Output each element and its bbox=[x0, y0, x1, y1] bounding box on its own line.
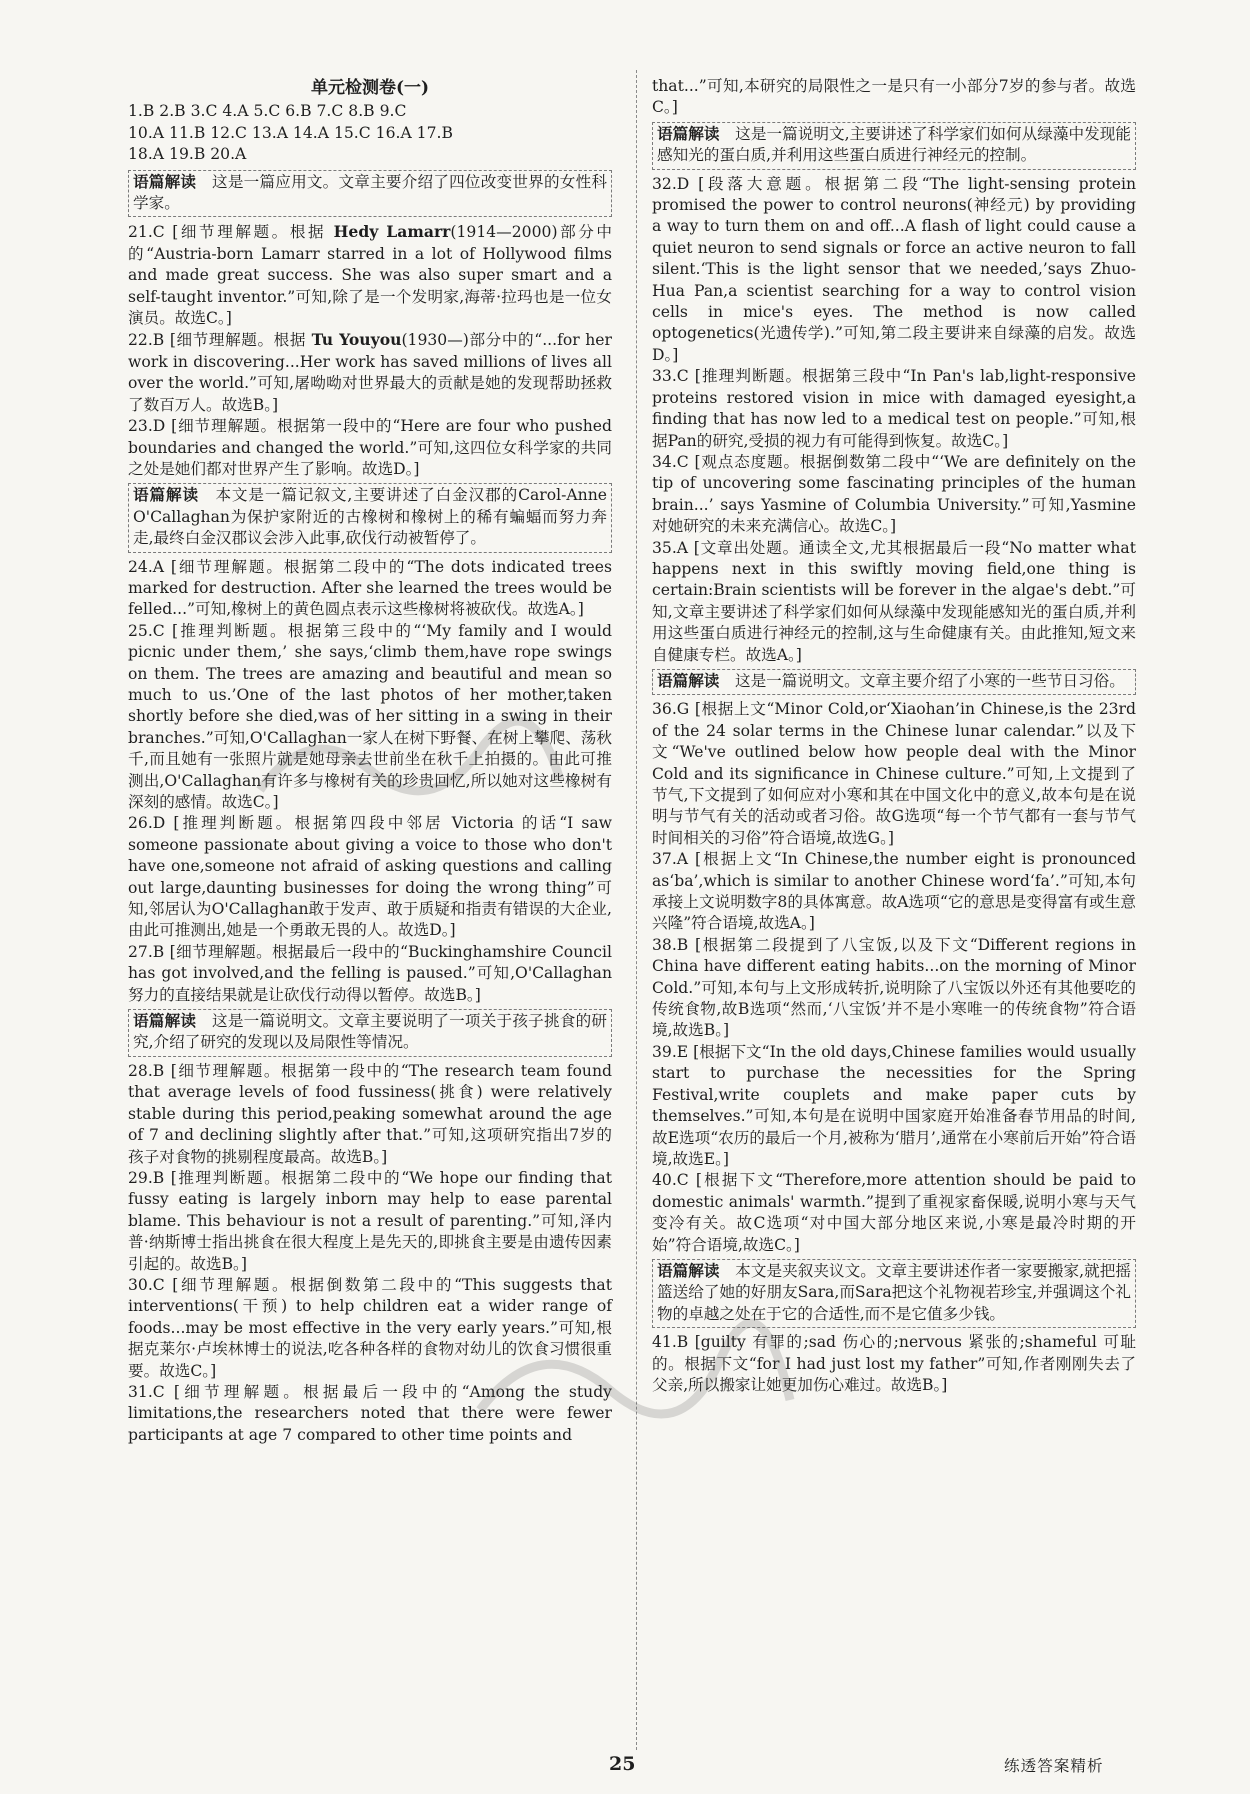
explanation-text: (1914—2000)部分中的“Austria-born Lamarr starred in a lot of Hollywood films and made great success. She was also super smart and a self-taught inventor.”可知,除了是一个发明家,海蒂·拉玛也是一位女演员。故选C。] bbox=[128, 223, 612, 328]
answer-explanation-37: 37.A [根据上文“In Chinese,the number eight is pronounced as‘ba’,which is similar to another Chinese word‘fa’.”可知,本句承接上文说明数字8的具体寓意。故A选项“它的意思是变得富有或生意兴隆”符合语境,故选A。] bbox=[652, 850, 1136, 933]
answer-key bbox=[128, 101, 612, 165]
passage-analysis-box bbox=[128, 483, 612, 552]
passage-analysis-text: 这是一篇说明文,主要讲述了科学家们如何从绿藻中发现能感知光的蛋白质,并利用这些蛋白质进行神经元的控制。 bbox=[657, 124, 1131, 165]
passage-analysis-label: 语篇解读 bbox=[133, 1012, 197, 1031]
passage-analysis-box bbox=[652, 669, 1136, 695]
passage-analysis-box bbox=[128, 170, 612, 218]
answer-explanation-22 bbox=[128, 329, 612, 416]
answer-explanation-25: 25.C [推理判断题。根据第三段中的“‘My family and I would picnic under them,’ she says,‘climb them,have rope swings on them. The trees are amazing and beautiful and mean so much to us.’One of the last photos of her mother,taken shortly before she died,was of her sitting in a swing in their branches.”可知,O'Callaghan一家人在树下野餐、在树上攀爬、荡秋千,而且她有一张照片就是她母亲去世前坐在秋千上拍摄的。由此可推测出,O'Callaghan有许多与橡树有关的珍贵回忆,所以她对这些橡树有深刻的感情。故选C。] bbox=[128, 621, 612, 811]
bold-heading: Hedy Lamarr bbox=[333, 222, 451, 242]
answer-explanation-23: 23.D [细节理解题。根据第一段中的“Here are four who pushed boundaries and changed the world.”可知,这四位女科学家的共同之处是她们都对世界产生了影响。故选D。] bbox=[128, 417, 612, 478]
answer-explanation-26: 26.D [推理判断题。根据第四段中邻居 Victoria 的话“I saw someone passionate about giving a voice to those who don't have one,someone not afraid of asking questions and calling out large,daunting businesses for doing the wrong thing”可知,邻居认为O'Callaghan敢于发声、敢于质疑和指责有错误的大企业,由此可推测出,她是一个勇敢无畏的人。故选D。] bbox=[128, 814, 612, 940]
answer-explanation-34: 34.C [观点态度题。根据倒数第二段中“‘We are definitely on the tip of uncovering some fascinating principles of the human brain...’ says Yasmine of Columbia University.”可知,Yasmine对她研究的未来充满信心。故选C。] bbox=[652, 452, 1136, 536]
answer-explanation-36: 36.G [根据上文“Minor Cold,or‘Xiaohan’in Chinese,is the 23rd of the 24 solar terms in the Chinese lunar calendar.”以及下文“We've outlined below how people deal with the Minor Cold and its significance in Chinese culture.”可知,上文提到了节气,下文提到了如何应对小寒和其在中国文化中的意义,故本句是在说明与节气有关的活动或者习俗。故G选项“每一个节气都有一套与节气时间相关的习俗”符合语境,故选G。] bbox=[652, 700, 1136, 847]
passage-analysis-text: 本文是一篇记叙文,主要讲述了白金汉郡的Carol-Anne O'Callaghan为保护家附近的古橡树和橡树上的稀有蝙蝠而努力奔走,最终白金汉郡议会涉入此事,砍伐行动被暂停了。 bbox=[133, 486, 607, 548]
answer-explanation-33: 33.C [推理判断题。根据第三段中“In Pan's lab,light-responsive proteins restored vision in mice with damaged eyesight,a finding that has now led to a medical test on people.”可知,根据Pan的研究,受损的视力有可能得到恢复。故选C。] bbox=[652, 367, 1136, 450]
answer-explanation-30: 30.C [细节理解题。根据倒数第二段中的“This suggests that interventions(干预) to help children eat a wider range of foods...may be most effective in the very early years.”可知,根据克莱尔·卢埃林博士的说法,吃各种各样的食物对幼儿的饮食习惯很重要。故选C。] bbox=[128, 1275, 612, 1380]
column-divider bbox=[636, 70, 637, 1750]
passage-analysis-box bbox=[128, 1009, 612, 1057]
passage-analysis-text: 这是一篇说明文。文章主要介绍了小寒的一些节日习俗。 bbox=[719, 671, 1125, 690]
passage-analysis-text: 这是一篇应用文。文章主要介绍了四位改变世界的女性科学家。 bbox=[133, 172, 607, 213]
passage-analysis-label: 语篇解读 bbox=[657, 671, 720, 690]
passage-analysis-label: 语篇解读 bbox=[657, 1261, 720, 1280]
explanation-text: 21.C [细节理解题。根据 bbox=[128, 223, 334, 242]
answer-explanation-41: 41.B [guilty 有罪的;sad 伤心的;nervous 紧张的;shameful 可耻的。根据下文“for I had just lost my father”可知,作者刚刚失去了父亲,所以搬家让她更加伤心难过。故选B。] bbox=[652, 1333, 1136, 1394]
answer-explanation-28: 28.B [细节理解题。根据第一段中的“The research team found that average levels of food fussiness(挑食) were relatively stable during this period,peaking somewhat around the age of 7 and declining slightly after that.”可知,这项研究指出7岁的孩子对食物的挑剔程度最高。故选B。] bbox=[128, 1061, 612, 1166]
answer-explanation-27: 27.B [细节理解题。根据最后一段中的“Buckinghamshire Council has got involved,and the felling is paused.”可知,O'Callaghan努力的直接结果就是让砍伐行动得以暂停。故选B。] bbox=[128, 942, 612, 1004]
passage-analysis-label: 语篇解读 bbox=[133, 486, 199, 505]
answer-explanation-24: 24.A [细节理解题。根据第二段中的“The dots indicated trees marked for destruction. After she learned the trees would be felled...”可知,橡树上的黄色圆点表示这些橡树将被砍伐。故选A。] bbox=[128, 557, 612, 619]
answer-explanation-40: 40.C [根据下文“Therefore,more attention should be paid to domestic animals' warmth.”提到了重视家畜保暖,说明小寒与天气变冷有关。故C选项“对中国大部分地区来说,小寒是最冷时期的开始”符合语境,故选C。] bbox=[652, 1171, 1136, 1254]
answer-explanation-38: 38.B [根据第二段提到了八宝饭,以及下文“Different regions in China have different eating habits...on the morning of Minor Cold.”可知,本句与上文形成转折,说明除了八宝饭以外还有其他要吃的传统食物,故B选项“然而,‘八宝饭’并不是小寒唯一的传统食物”符合语境,故选B。] bbox=[652, 935, 1136, 1040]
book-title-footer: 练透答案精析 bbox=[1004, 1757, 1104, 1775]
section-title: 单元检测卷(一) bbox=[310, 78, 430, 98]
passage-analysis-label: 语篇解读 bbox=[133, 172, 197, 191]
explanation-text: 22.B [细节理解题。根据 bbox=[128, 331, 312, 350]
explanation-text: (1930—)部分中的“...for her work in discovering...Her work has saved millions of lives all over the world.”可知,屠呦呦对世界最大的贡献是她的发现帮助拯救了数百万人。故选B。] bbox=[128, 331, 612, 414]
watermark-graphic bbox=[250, 700, 570, 820]
answer-key-line: 10.A 11.B 12.C 13.A 14.A 15.C 16.A 17.B bbox=[128, 123, 453, 142]
answer-explanation-39: 39.E [根据下文“In the old days,Chinese families would usually start to purchase the necessities for the Spring Festival,write couplets and make paper cuts by themselves.”可知,本句是在说明中国家庭开始准备春节用品的时间,故E选项“农历的最后一个月,被称为‘腊月’,通常在小寒前后开始”符合语境,故选E。] bbox=[652, 1042, 1136, 1168]
answer-key-line: 1.B 2.B 3.C 4.A 5.C 6.B 7.C 8.B 9.C bbox=[128, 102, 407, 121]
passage-analysis-text: 这是一篇说明文。文章主要说明了一项关于孩子挑食的研究,介绍了研究的发现以及局限性等情况。 bbox=[133, 1012, 607, 1052]
bold-heading: Tu Youyou bbox=[311, 330, 402, 350]
answer-explanation-21 bbox=[128, 221, 612, 329]
answer-explanation-29: 29.B [推理判断题。根据第二段中的“We hope our finding that fussy eating is largely inborn may help to ease parental blame. This behaviour is not a result of parenting.”可知,泽内普·纳斯博士指出挑食在很大程度上是先天的,即挑食主要是由遗传因素引起的。故选B。] bbox=[128, 1168, 612, 1273]
answer-explanation-35: 35.A [文章出处题。通读全文,尤其根据最后一段“No matter what happens next in this swiftly moving field,one thing is certain:Brain scientists will be forever in the algae's debt.”可知,文章主要讲述了科学家们如何从绿藻中发现能感知光的蛋白质,并利用这些蛋白质进行神经元的控制,这与生命健康有关。由此推知,短文来自健康专栏。故选A。] bbox=[652, 538, 1136, 664]
watermark-graphic bbox=[470, 1300, 800, 1450]
passage-analysis-box bbox=[652, 122, 1136, 170]
right-column bbox=[652, 76, 1136, 1396]
answer-explanation-31-continued: that...”可知,本研究的局限性之一是只有一小部分7岁的参与者。故选C。] bbox=[652, 77, 1136, 117]
page-number: 25 bbox=[609, 1753, 636, 1775]
answer-explanation-32: 32.D [段落大意题。根据第二段“The light-sensing protein promised the power to control neurons(神经元) by providing a way to turn them on and off...A flash of light could cause a quiet neuron to send signals or force an active neuron to fall silent.‘This is the light sensor that we needed,’says Zhuo-Hua Pan,a scientist searching for a way to control vision cells in mice's eyes. The method is now called optogenetics(光遗传学).”可知,第二段主要讲来自绿藻的启发。故选D。] bbox=[652, 174, 1136, 364]
passage-analysis-text: 本文是夹叙夹议文。文章主要讲述作者一家要搬家,就把摇篮送给了她的好朋友Sara,而Sara把这个礼物视若珍宝,并强调这个礼物的卓越之处在于它的合适性,而不是它值多少钱。 bbox=[657, 1261, 1131, 1323]
passage-analysis-label: 语篇解读 bbox=[657, 124, 720, 143]
answer-key-line: 18.A 19.B 20.A bbox=[128, 145, 247, 164]
answer-explanation-31: 31.C [细节理解题。根据最后一段中的“Among the study limitations,the researchers noted that there were fewer participants at age 7 compared to other time points and bbox=[128, 1382, 612, 1444]
